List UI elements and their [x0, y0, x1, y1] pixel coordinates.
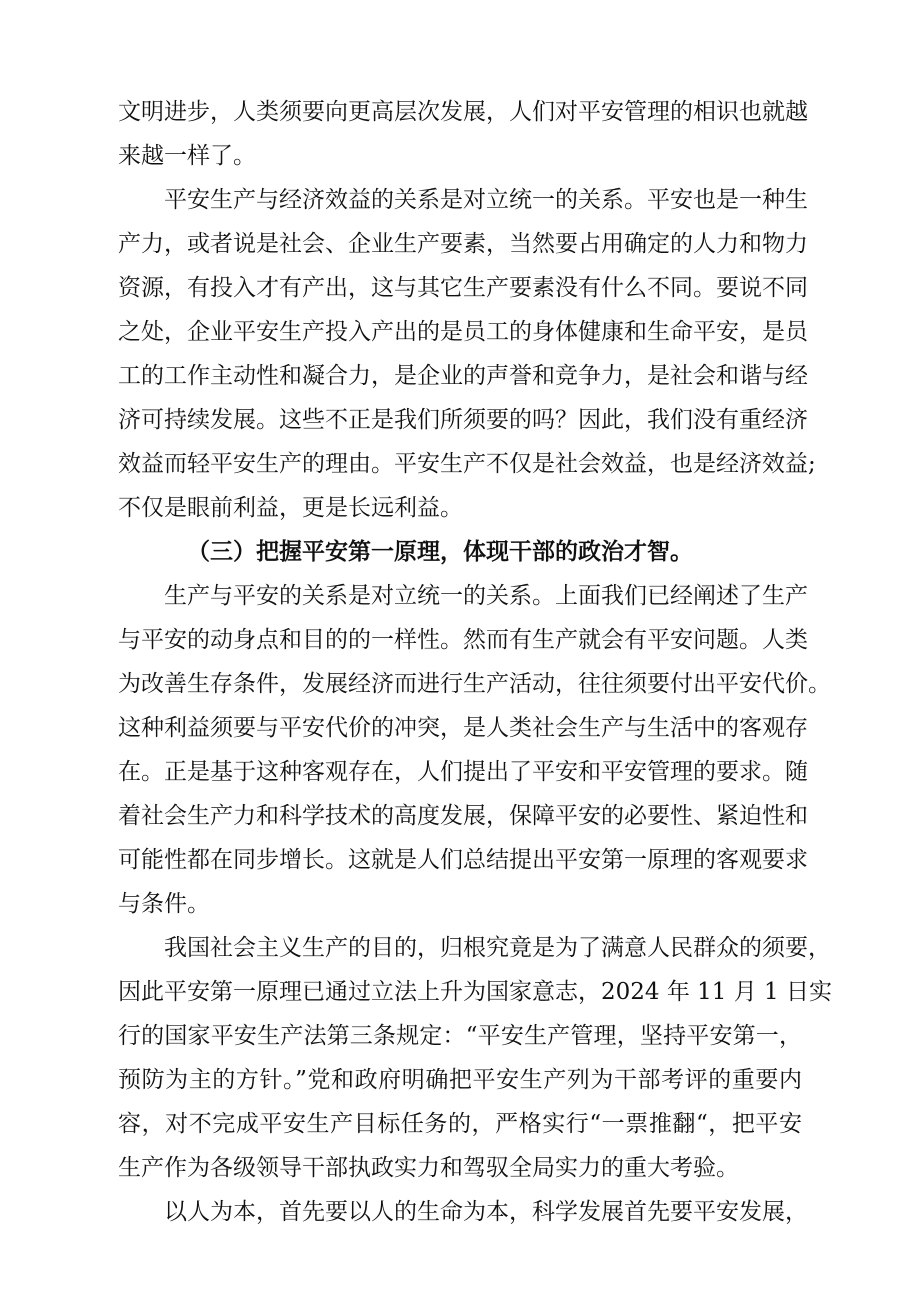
text-line: 平安生产与经济效益的关系是对立统一的关系。平安也是一种生: [164, 187, 808, 213]
text-line: 容，对不完成平安生产目标任务的，严格实行“一票推翻“，把平安: [118, 1111, 802, 1137]
text-line: 效益而轻平安生产的理由。平安生产不仅是社会效益，也是经济效益;: [118, 451, 816, 477]
section-heading: [118, 530, 802, 574]
paragraph: [118, 90, 808, 178]
paragraph: [118, 178, 816, 530]
paragraph: [118, 926, 832, 1190]
text-line: 济可持续发展。这些不正是我们所须要的吗？因此，我们没有重经济: [118, 407, 808, 433]
text-line: 文明进步，人类须要向更高层次发展，人们对平安管理的相识也就越: [118, 99, 808, 125]
text-line: 在。正是基于这种客观存在，人们提出了平安和平安管理的要求。随: [118, 759, 808, 785]
text-line: 以人为本，首先要以人的生命为本，科学发展首先要平安发展，: [164, 1199, 808, 1225]
text-line: 与条件。: [118, 891, 210, 917]
text-line: 因此平安第一原理已通过立法上升为国家意志，2024 年 11 月 1 日实: [118, 979, 832, 1005]
text-line: 产力，或者说是社会、企业生产要素，当然要占用确定的人力和物力: [118, 231, 808, 257]
text-line: 生产与平安的关系是对立统一的关系。上面我们已经阐述了生产: [164, 583, 808, 609]
text-line: 与平安的动身点和目的的一样性。然而有生产就会有平安问题。人类: [118, 627, 808, 653]
section-heading-text: （三）把握平安第一原理，体现干部的政治才智。: [187, 538, 693, 565]
text-line: 为改善生存条件，发展经济而进行生产活动，往往须要付出平安代价。: [118, 671, 831, 697]
text-line: 工的工作主动性和凝合力，是企业的声誉和竞争力，是社会和谐与经: [118, 363, 808, 389]
text-line: 不仅是眼前利益，更是长远利益。: [118, 495, 463, 521]
paragraph: [118, 1190, 808, 1234]
text-line: 资源，有投入才有产出，这与其它生产要素没有什么不同。要说不同: [118, 275, 808, 301]
text-line: 预防为主的方针。”党和政府明确把平安生产列为干部考评的重要内: [118, 1067, 802, 1093]
text-line: 可能性都在同步增长。这就是人们总结提出平安第一原理的客观要求: [118, 847, 808, 873]
paragraph: [118, 574, 831, 926]
text-line: 着社会生产力和科学技术的高度发展，保障平安的必要性、紧迫性和: [118, 803, 808, 829]
text-line: 这种利益须要与平安代价的冲突，是人类社会生产与生活中的客观存: [118, 715, 808, 741]
document-body: [118, 90, 832, 1234]
text-line: 行的国家平安生产法第三条规定：“平安生产管理，坚持平安第一，: [118, 1023, 802, 1049]
text-line: 来越一样了。: [118, 143, 256, 169]
text-line: 生产作为各级领导干部执政实力和驾驭全局实力的重大考验。: [118, 1155, 739, 1181]
text-line: 之处，企业平安生产投入产出的是员工的身体健康和生命平安，是员: [118, 319, 808, 345]
text-line: 我国社会主义生产的目的，归根究竟是为了满意人民群众的须要，: [164, 935, 831, 961]
